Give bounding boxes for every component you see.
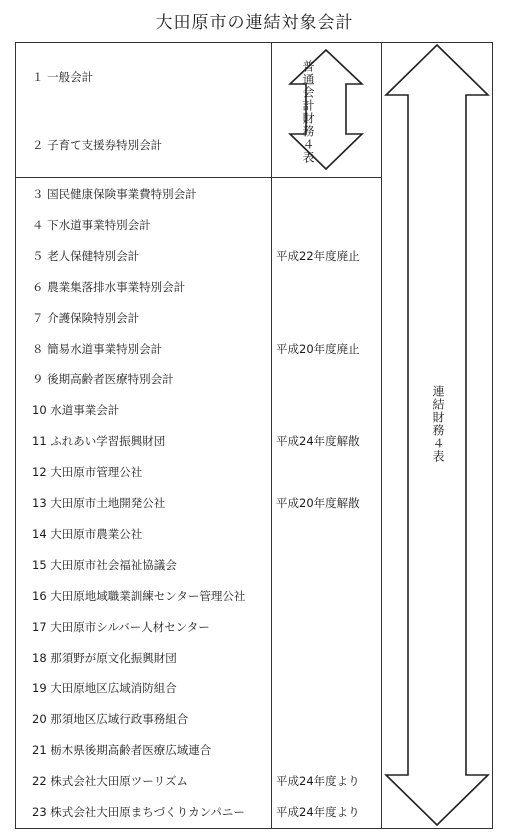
account-item: ７ 介護保険特別会計 [32, 310, 140, 325]
row-divider-general [15, 177, 381, 178]
account-item: 15 大田原市社会福祉協議会 [32, 557, 177, 572]
account-item: ２ 子育て支援券特別会計 [32, 138, 163, 152]
account-status-note: 平成24年度より [276, 805, 360, 819]
account-item: １ 一般会計 [32, 70, 94, 84]
account-item: ３ 国民健康保険事業費特別会計 [32, 187, 197, 201]
account-item: ４ 下水道事業特別会計 [32, 217, 151, 232]
consolidated-statements-label: 連結財務４表 [431, 385, 445, 463]
account-status-note: 平成24年度解散 [276, 434, 360, 449]
account-item: 20 那須地区広域行政事務組合 [32, 712, 189, 727]
account-item: 10 水道事業会計 [32, 403, 120, 418]
account-item: 19 大田原地区広域消防組合 [32, 681, 177, 696]
account-item: ８ 簡易水道事業特別会計 [32, 341, 163, 356]
account-item: 22 株式会社大田原ツーリズム [32, 774, 189, 789]
account-item: 21 栃木県後期高齢者医療広域連合 [32, 743, 212, 758]
account-status-note: 平成22年度廃止 [276, 248, 360, 263]
account-status-note: 平成20年度解散 [276, 496, 360, 510]
account-item: 11 ふれあい学習振興財団 [32, 434, 166, 449]
account-status-note: 平成24年度より [276, 774, 360, 789]
account-item: ９ 後期高齢者医療特別会計 [32, 372, 174, 387]
account-item: ５ 老人保健特別会計 [32, 248, 140, 263]
account-item: 17 大田原市シルバー人材センター [32, 619, 210, 634]
account-item: 13 大田原市土地開発公社 [32, 496, 166, 510]
account-item: 23 株式会社大田原まちづくりカンパニー [32, 805, 245, 819]
account-item: 16 大田原地域職業訓練センター管理公社 [32, 588, 246, 603]
ordinary-statements-label: 普通会計財務４表 [301, 60, 315, 164]
account-status-note: 平成20年度廃止 [276, 341, 360, 356]
account-item: 12 大田原市管理公社 [32, 465, 143, 480]
account-item: ６ 農業集落排水事業特別会計 [32, 279, 186, 294]
account-item: 14 大田原市農業公社 [32, 526, 143, 541]
page-title: 大田原市の連結対象会計 [155, 13, 354, 33]
account-item: 18 那須野が原文化振興財団 [32, 650, 177, 665]
ordinary-double-arrow-icon [272, 42, 380, 177]
